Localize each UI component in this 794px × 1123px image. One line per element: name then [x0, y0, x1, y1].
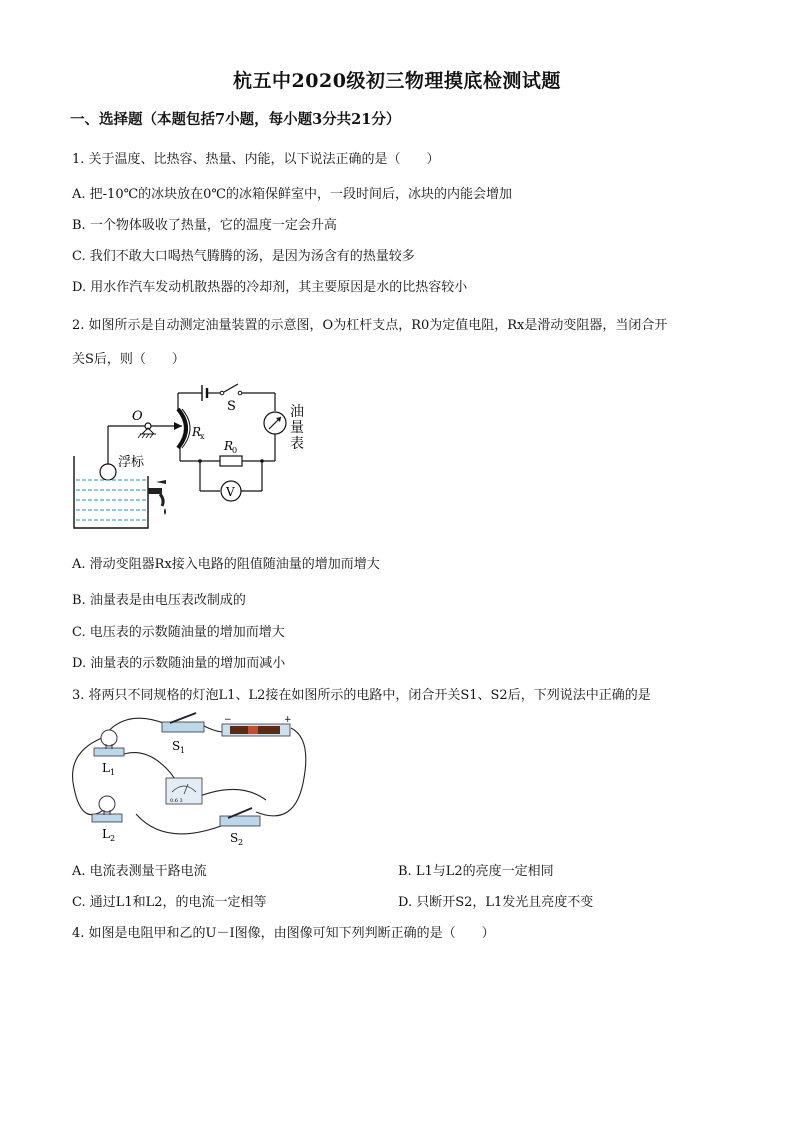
lamp-l2-label: L: [102, 827, 110, 841]
question-3-option-a: A. 电流表测量干路电流: [72, 864, 207, 879]
question-1-option-a: A. 把-10℃的冰块放在0℃的冰箱保鲜室中，一段时间后，冰块的内能会增加: [72, 187, 512, 202]
question-2-option-c: C. 电压表的示数随油量的增加而增大: [72, 625, 285, 640]
float-label: 浮标: [118, 455, 145, 470]
question-2-stem-line1: 2. 如图所示是自动测定油量装置的示意图，O为杠杆支点，R0为定值电阻，Rx是滑动变阻器，当闭合开: [72, 318, 668, 333]
two-lamp-circuit-diagram: [66, 708, 316, 852]
fixed-resistor-icon: [220, 456, 242, 466]
switch-s2-label: S: [230, 831, 239, 845]
pivot-label: O: [132, 409, 143, 424]
question-2-option-a: A. 滑动变阻器Rx接入电路的阻值随油量的增加而增大: [72, 557, 380, 572]
question-2-option-b: B. 油量表是由电压表改制成的: [72, 593, 246, 608]
fixed-resistor-label-sub: 0: [232, 446, 238, 455]
switch-icon: [224, 384, 238, 392]
lamp-l2-label-sub: 2: [110, 834, 116, 843]
question-1-option-c: C. 我们不敢大口喝热气腾腾的汤，是因为汤含有的热量较多: [72, 249, 415, 264]
voltmeter-label: V: [226, 485, 235, 499]
question-2-option-d: D. 油量表的示数随油量的增加而减小: [72, 656, 286, 671]
float-icon: [100, 464, 116, 480]
battery-plus-label: +: [284, 715, 292, 725]
ammeter-scale: 0.6 3: [170, 798, 183, 804]
switch-s2-icon: [220, 816, 260, 826]
lamp-l1-label-sub: 1: [110, 768, 116, 777]
question-3-option-b: B. L1与L2的亮度一定相同: [398, 864, 554, 879]
oil-gauge-label-1: 油: [290, 404, 304, 420]
question-1-stem: 1. 关于温度、比热容、热量、内能，以下说法正确的是（ ）: [72, 152, 440, 167]
fixed-resistor-label: R: [224, 439, 234, 453]
rheostat-label-sub: x: [200, 432, 205, 441]
page-title: 杭五中2020级初三物理摸底检测试题: [233, 70, 561, 92]
question-3-option-c: C. 通过L1和L2，的电流一定相等: [72, 895, 267, 910]
lamp-l2-icon: [99, 796, 115, 812]
tap-icon: [148, 488, 162, 494]
question-2-stem-line2: 关S后，则（ ）: [72, 352, 185, 367]
rheostat-label: R: [192, 425, 202, 439]
oil-gauge-label-3: 表: [290, 436, 304, 452]
question-1-option-d: D. 用水作汽车发动机散热器的冷却剂，其主要原因是水的比热容较小: [72, 280, 468, 295]
lamp-l1-label: L: [102, 761, 110, 775]
oil-gauge-circuit-diagram: [70, 376, 320, 536]
question-1-option-b: B. 一个物体吸收了热量，它的温度一定会升高: [72, 218, 337, 233]
lamp-l1-base-icon: [94, 748, 124, 756]
lamp-l1-icon: [101, 730, 117, 746]
switch-s1-label: S: [172, 739, 181, 753]
oil-gauge-label-2: 量: [290, 420, 304, 436]
switch-s2-label-sub: 2: [238, 838, 244, 847]
question-4-stem: 4. 如图是电阻甲和乙的U－I图像，由图像可知下列判断正确的是（ ）: [72, 926, 495, 941]
question-3-option-d: D. 只断开S2，L1发光且亮度不变: [398, 895, 594, 910]
switch-label: S: [227, 399, 236, 414]
question-3-stem: 3. 将两只不同规格的灯泡L1、L2接在如图所示的电路中，闭合开关S1、S2后，下列说法中正确的是: [72, 688, 651, 703]
lamp-l2-base-icon: [92, 814, 122, 822]
section-heading: 一、选择题（本题包括7小题，每小题3分共21分）: [70, 111, 401, 128]
switch-s1-label-sub: 1: [180, 746, 186, 755]
switch-s1-icon: [162, 722, 204, 732]
battery-minus-label: −: [224, 715, 232, 725]
